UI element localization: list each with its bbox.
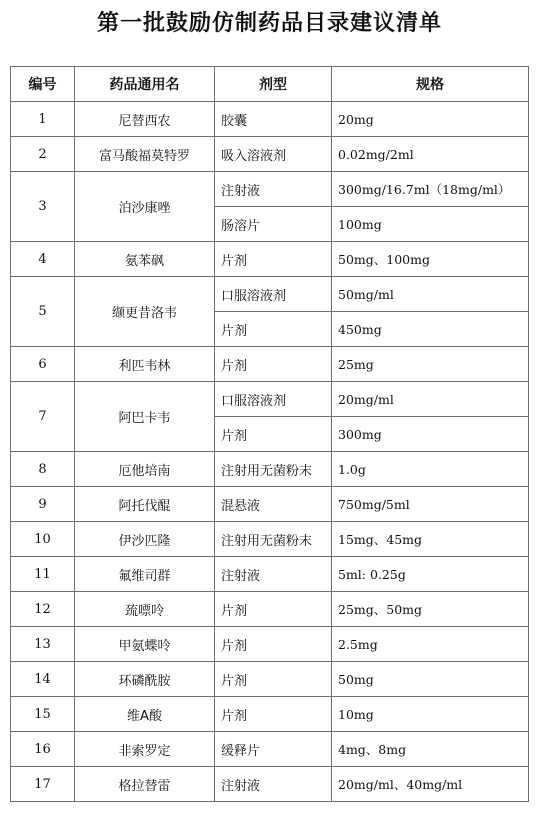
dosage-form: 片剂 xyxy=(215,592,332,627)
drug-name: 伊沙匹隆 xyxy=(75,522,215,557)
dosage-form: 肠溶片 xyxy=(215,207,332,242)
drug-name: 环磷酰胺 xyxy=(75,662,215,697)
specification: 20mg/ml xyxy=(332,382,529,417)
header-drug-name: 药品通用名 xyxy=(75,67,215,102)
row-number: 6 xyxy=(11,347,75,382)
table-row xyxy=(11,382,529,417)
dosage-form: 片剂 xyxy=(215,312,332,347)
row-number: 8 xyxy=(11,452,75,487)
specification: 450mg xyxy=(332,312,529,347)
row-number: 3 xyxy=(11,172,75,242)
dosage-form: 注射用无菌粉末 xyxy=(215,452,332,487)
table-row xyxy=(11,277,529,312)
dosage-form: 吸入溶液剂 xyxy=(215,137,332,172)
table-row xyxy=(11,592,529,627)
drug-name: 富马酸福莫特罗 xyxy=(75,137,215,172)
table-row xyxy=(11,732,529,767)
row-number: 10 xyxy=(11,522,75,557)
row-number: 2 xyxy=(11,137,75,172)
drug-name: 泊沙康唑 xyxy=(75,172,215,242)
table-row xyxy=(11,452,529,487)
table-row xyxy=(11,767,529,802)
table-row xyxy=(11,662,529,697)
drug-name: 利匹韦林 xyxy=(75,347,215,382)
header-dosage-form: 剂型 xyxy=(215,67,332,102)
dosage-form: 片剂 xyxy=(215,417,332,452)
drug-name: 尼替西农 xyxy=(75,102,215,137)
dosage-form: 缓释片 xyxy=(215,732,332,767)
drug-name: 氨苯砜 xyxy=(75,242,215,277)
row-number: 12 xyxy=(11,592,75,627)
specification: 750mg/5ml xyxy=(332,487,529,522)
specification: 50mg xyxy=(332,662,529,697)
row-number: 13 xyxy=(11,627,75,662)
dosage-form: 注射用无菌粉末 xyxy=(215,522,332,557)
row-number: 16 xyxy=(11,732,75,767)
dosage-form: 片剂 xyxy=(215,347,332,382)
specification: 1.0g xyxy=(332,452,529,487)
specification: 300mg/16.7ml（18mg/ml） xyxy=(332,172,529,207)
specification: 0.02mg/2ml xyxy=(332,137,529,172)
specification: 100mg xyxy=(332,207,529,242)
header-specification: 规格 xyxy=(332,67,529,102)
header-number: 编号 xyxy=(11,67,75,102)
dosage-form: 口服溶液剂 xyxy=(215,382,332,417)
drug-name: 格拉替雷 xyxy=(75,767,215,802)
specification: 20mg/ml、40mg/ml xyxy=(332,767,529,802)
drug-name: 巯嘌呤 xyxy=(75,592,215,627)
row-number: 1 xyxy=(11,102,75,137)
dosage-form: 片剂 xyxy=(215,697,332,732)
specification: 4mg、8mg xyxy=(332,732,529,767)
dosage-form: 片剂 xyxy=(215,242,332,277)
specification: 50mg、100mg xyxy=(332,242,529,277)
dosage-form: 口服溶液剂 xyxy=(215,277,332,312)
dosage-form: 注射液 xyxy=(215,172,332,207)
dosage-form: 混悬液 xyxy=(215,487,332,522)
table-row xyxy=(11,242,529,277)
drug-name: 甲氨蝶呤 xyxy=(75,627,215,662)
table-row xyxy=(11,627,529,662)
drug-name: 缬更昔洛韦 xyxy=(75,277,215,347)
drug-name: 氟维司群 xyxy=(75,557,215,592)
specification: 25mg xyxy=(332,347,529,382)
specification: 50mg/ml xyxy=(332,277,529,312)
specification: 10mg xyxy=(332,697,529,732)
drug-name: 阿托伐醌 xyxy=(75,487,215,522)
specification: 25mg、50mg xyxy=(332,592,529,627)
table-row xyxy=(11,487,529,522)
row-number: 4 xyxy=(11,242,75,277)
specification: 300mg xyxy=(332,417,529,452)
row-number: 17 xyxy=(11,767,75,802)
dosage-form: 胶囊 xyxy=(215,102,332,137)
drug-list-table xyxy=(10,66,529,802)
table-row xyxy=(11,137,529,172)
document-title: 第一批鼓励仿制药品目录建议清单 xyxy=(96,11,442,36)
specification: 20mg xyxy=(332,102,529,137)
table-row xyxy=(11,102,529,137)
dosage-form: 注射液 xyxy=(215,767,332,802)
table-row xyxy=(11,557,529,592)
dosage-form: 注射液 xyxy=(215,557,332,592)
drug-name: 阿巴卡韦 xyxy=(75,382,215,452)
row-number: 7 xyxy=(11,382,75,452)
drug-name: 厄他培南 xyxy=(75,452,215,487)
specification: 5ml: 0.25g xyxy=(332,557,529,592)
dosage-form: 片剂 xyxy=(215,662,332,697)
table-row xyxy=(11,697,529,732)
table-header-row xyxy=(11,67,529,102)
drug-name: 维A酸 xyxy=(75,697,215,732)
drug-name: 非索罗定 xyxy=(75,732,215,767)
specification: 2.5mg xyxy=(332,627,529,662)
row-number: 14 xyxy=(11,662,75,697)
row-number: 11 xyxy=(11,557,75,592)
table-body xyxy=(11,102,529,802)
table-row xyxy=(11,522,529,557)
table-row xyxy=(11,172,529,207)
row-number: 5 xyxy=(11,277,75,347)
table-row xyxy=(11,347,529,382)
dosage-form: 片剂 xyxy=(215,627,332,662)
row-number: 9 xyxy=(11,487,75,522)
row-number: 15 xyxy=(11,697,75,732)
specification: 15mg、45mg xyxy=(332,522,529,557)
